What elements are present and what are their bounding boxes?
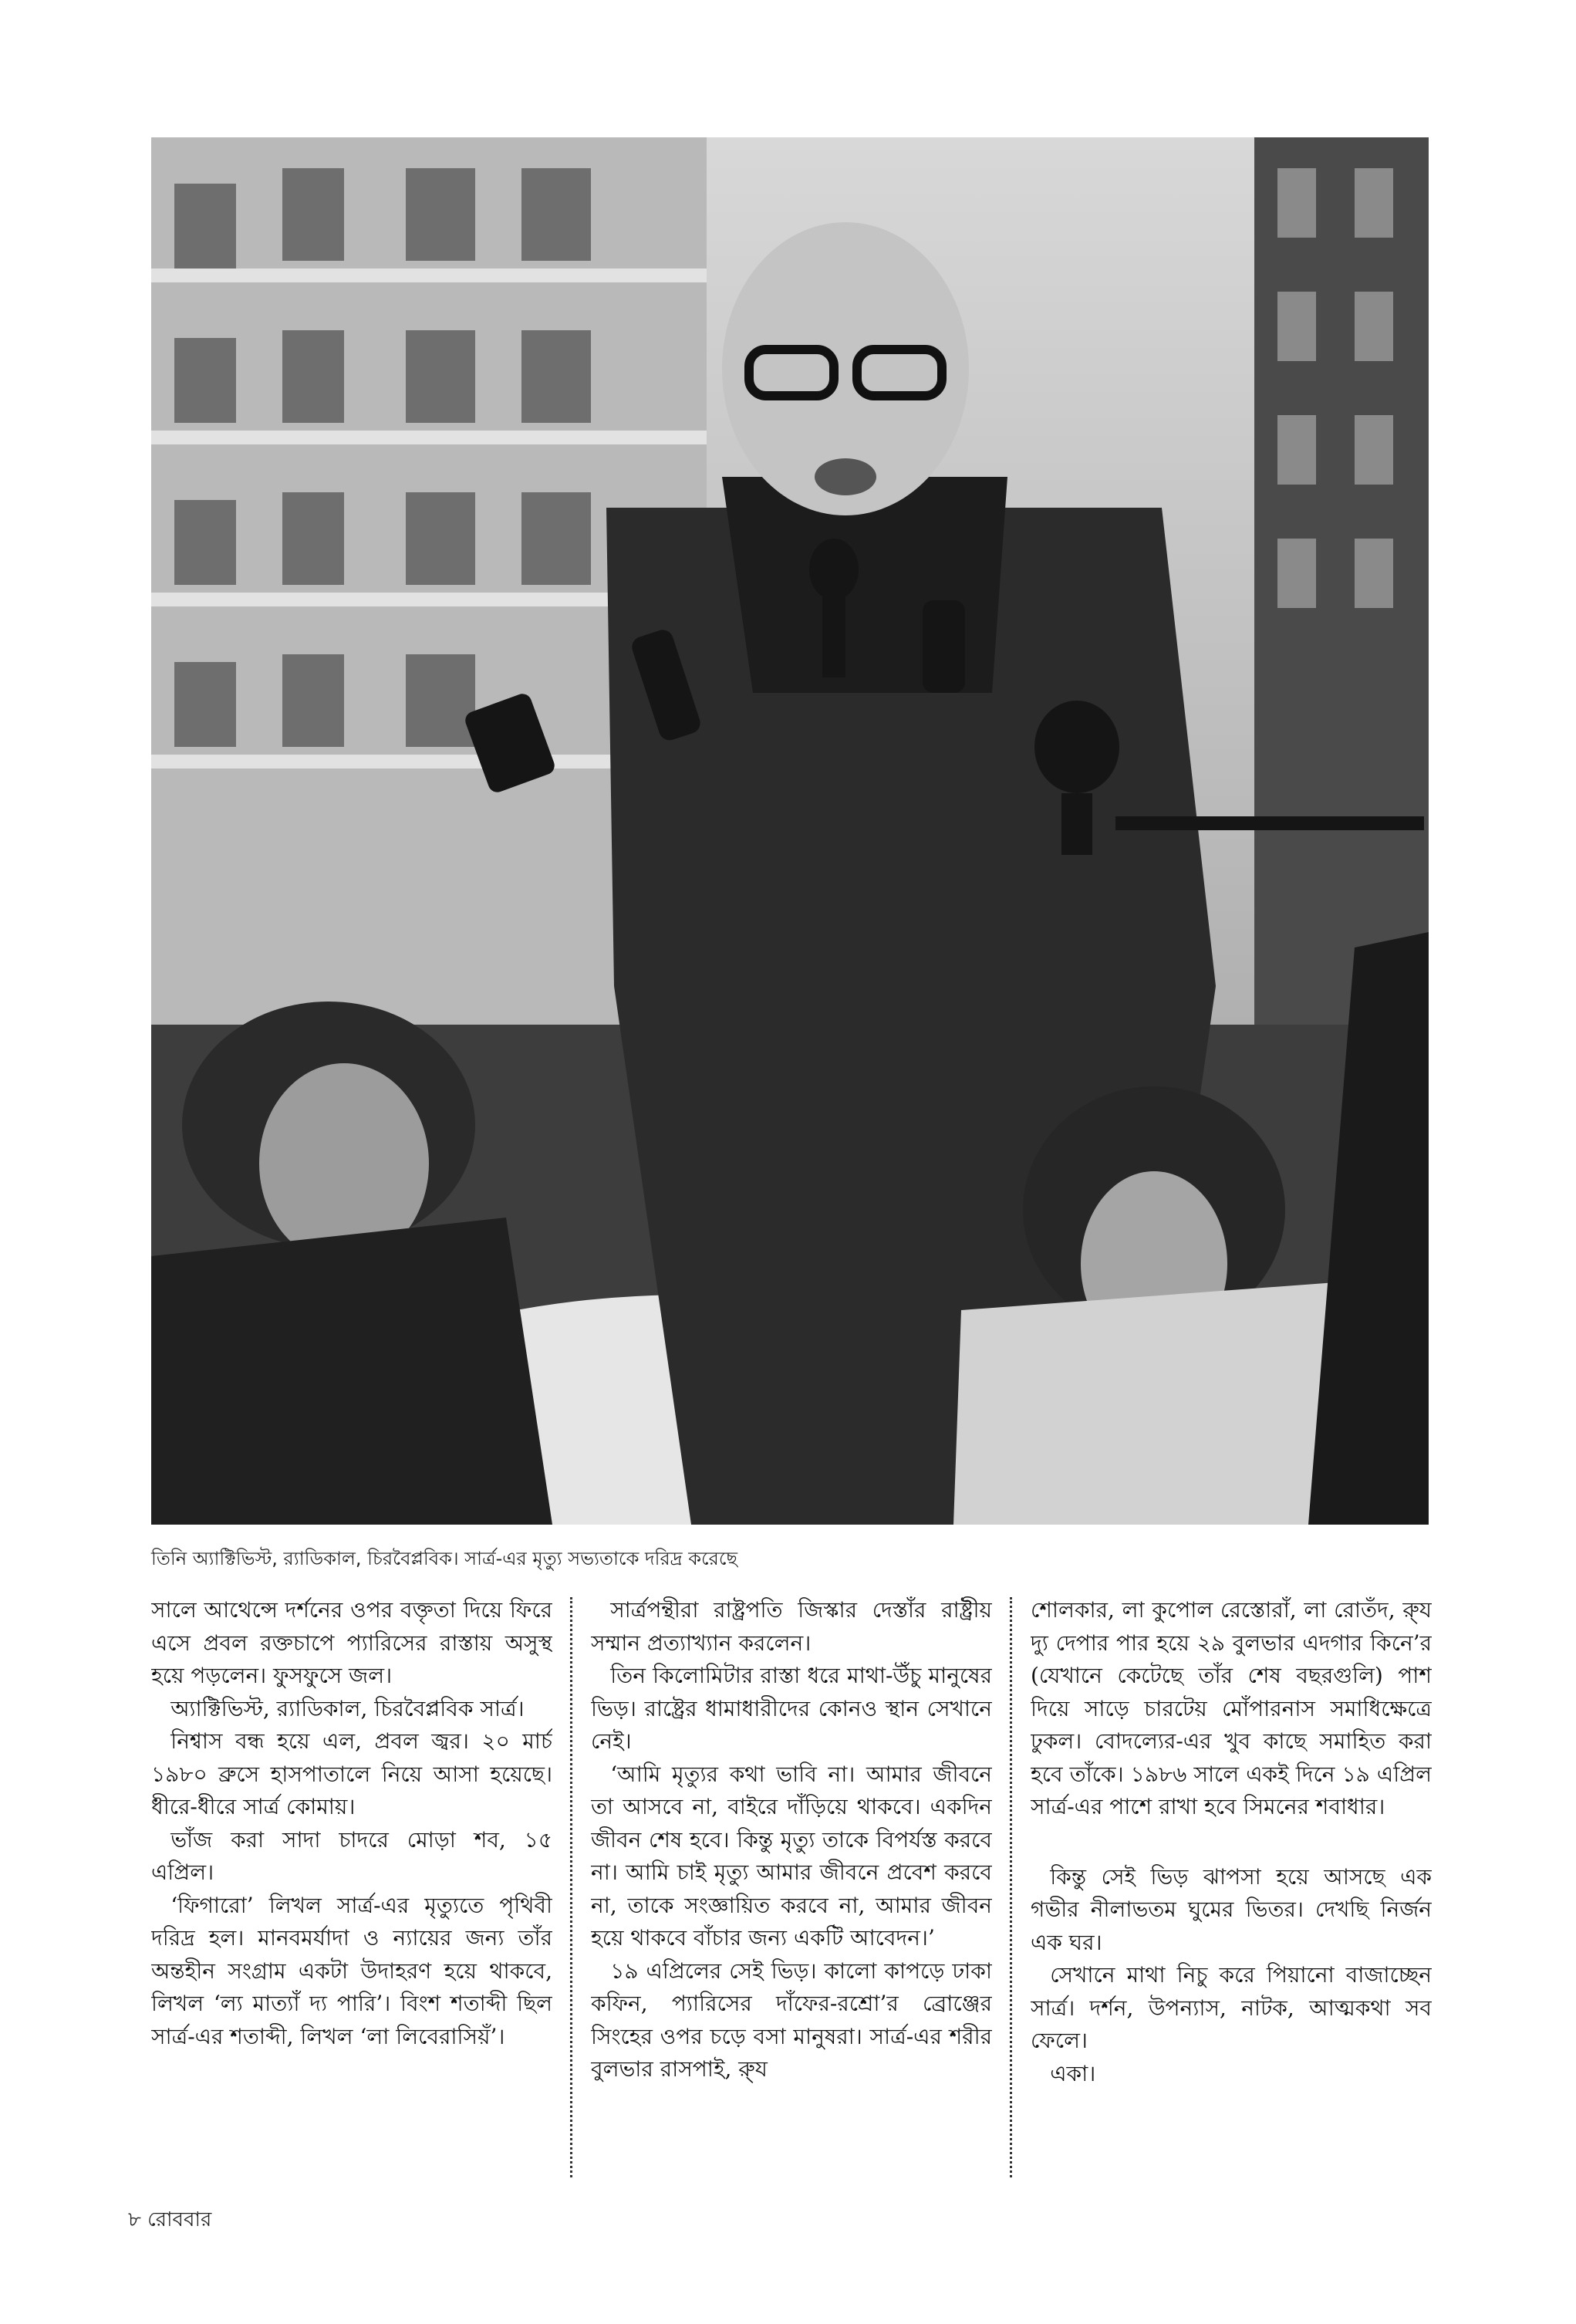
text-column-2 <box>591 1594 992 2180</box>
paragraph: সেখানে মাথা নিচু করে পিয়ানো বাজাচ্ছেন সার্ত্র। দর্শন, উপন্যাস, নাটক, আত্মকথা সব ফেলে। <box>1031 1962 1432 2053</box>
paragraph: ভাঁজ করা সাদা চাদরে মোড়া শব, ১৫ এপ্রিল। <box>151 1826 552 1885</box>
publication-name: রোববার <box>147 2208 212 2231</box>
column-divider <box>570 1597 572 2177</box>
paragraph: সালে আথেন্সে দর্শনের ওপর বক্তৃতা দিয়ে ফিরে এসে প্রবল রক্তচাপে প্যারিসের রাস্তায় অসুস্থ হয়ে পড়লেন। ফুসফুসে জল। <box>151 1597 552 1688</box>
paragraph: ‘আমি মৃত্যুর কথা ভাবি না। আমার জীবনে তা আসবে না, বাইরে দাঁড়িয়ে থাকবে। একদিন জীবন শেষ হবে। কিন্তু মৃত্যু তাকে বিপর্যস্ত করবে না। আমি চাই মৃত্যু আমার জীবনে প্রবেশ করবে না, তাকে সংজ্ঞায়িত করবে না, আমার জীবন হয়ে থাকবে বাঁচার জন্য একটি আবেদন।’ <box>591 1761 992 1951</box>
photo-illustration <box>151 137 1429 1525</box>
page-number: ৮ <box>128 2208 141 2231</box>
text-column-3 <box>1031 1594 1432 2180</box>
paragraph: শোলকার, লা কুপোল রেস্তোরাঁ, লা রোতঁদ, রু্য দ্যু দেপার পার হয়ে ২৯ বুলভার এদগার কিনে’র (যেখানে কেটেছে তাঁর শেষ বছরগুলি) পাশ দিয়ে সাড়ে চারটেয় মোঁপারনাস সমাধিক্ষেত্রে ঢুকল। বোদল্যের-এর খুব কাছে সমাহিত করা হবে তাঁকে। ১৯৮৬ সালে একই দিনে ১৯ এপ্রিল সার্ত্র-এর পাশে রাখা হবে সিমনের শবাধার। <box>1031 1597 1432 1819</box>
paragraph: কিন্তু সেই ভিড় ঝাপসা হয়ে আসছে এক গভীর নীলাভতম ঘুমের ভিতর। দেখছি নির্জন এক ঘর। <box>1031 1863 1432 1955</box>
paragraph: সার্ত্রপন্থীরা রাষ্ট্রপতি জিস্কার দেস্তাঁর রাষ্ট্রীয় সম্মান প্রত্যাখ্যান করলেন। <box>591 1597 992 1656</box>
paragraph: ‘ফিগারো’ লিখল সার্ত্র-এর মৃত্যুতে পৃথিবী দরিদ্র হল। মানবমর্যাদা ও ন্যায়ের জন্য তাঁর অন্তহীন সংগ্রাম একটা উদাহরণ হয়ে থাকবে, লিখল ‘ল্য মাত্যাঁ দ্য পারি’। বিংশ শতাব্দী ছিল সার্ত্র-এর শতাব্দী, লিখল ‘লা লিবেরাসিয়ঁ’। <box>151 1892 552 2049</box>
column-divider <box>1010 1597 1012 2177</box>
photograph <box>151 137 1429 1525</box>
photo-caption: তিনি অ্যাক্টিভিস্ট, র‍্যাডিকাল, চিরবৈপ্লবিক। সার্ত্র-এর মৃত্যু সভ্যতাকে দরিদ্র করেছে <box>151 1548 738 1569</box>
paragraph: ১৯ এপ্রিলের সেই ভিড়। কালো কাপড়ে ঢাকা কফিন, প্যারিসের দাঁফের-রশ্রো’র ব্রোঞ্জের সিংহের ওপর চড়ে বসা মানুষরা। সার্ত্র-এর শরীর বুলভার রাসপাই, রু্য <box>591 1957 992 2082</box>
text-column-1 <box>151 1594 552 2180</box>
paragraph: তিন কিলোমিটার রাস্তা ধরে মাথা-উঁচু মানুষের ভিড়। রাষ্ট্রের ধামাধারীদের কোনও স্থান সেখানে নেই। <box>591 1663 992 1754</box>
paragraph: অ্যাক্টিভিস্ট, র‍্যাডিকাল, চিরবৈপ্লবিক সার্ত্র। <box>170 1695 525 1721</box>
page-footer <box>128 2204 211 2238</box>
paragraph: একা। <box>1050 2060 1096 2086</box>
paragraph: নিশ্বাস বন্ধ হয়ে এল, প্রবল জ্বর। ২০ মার্চ ১৯৮০ ব্রুসে হাসপাতালে নিয়ে আসা হয়েছে। ধীরে-ধীরে সার্ত্র কোমায়। <box>151 1728 552 1819</box>
